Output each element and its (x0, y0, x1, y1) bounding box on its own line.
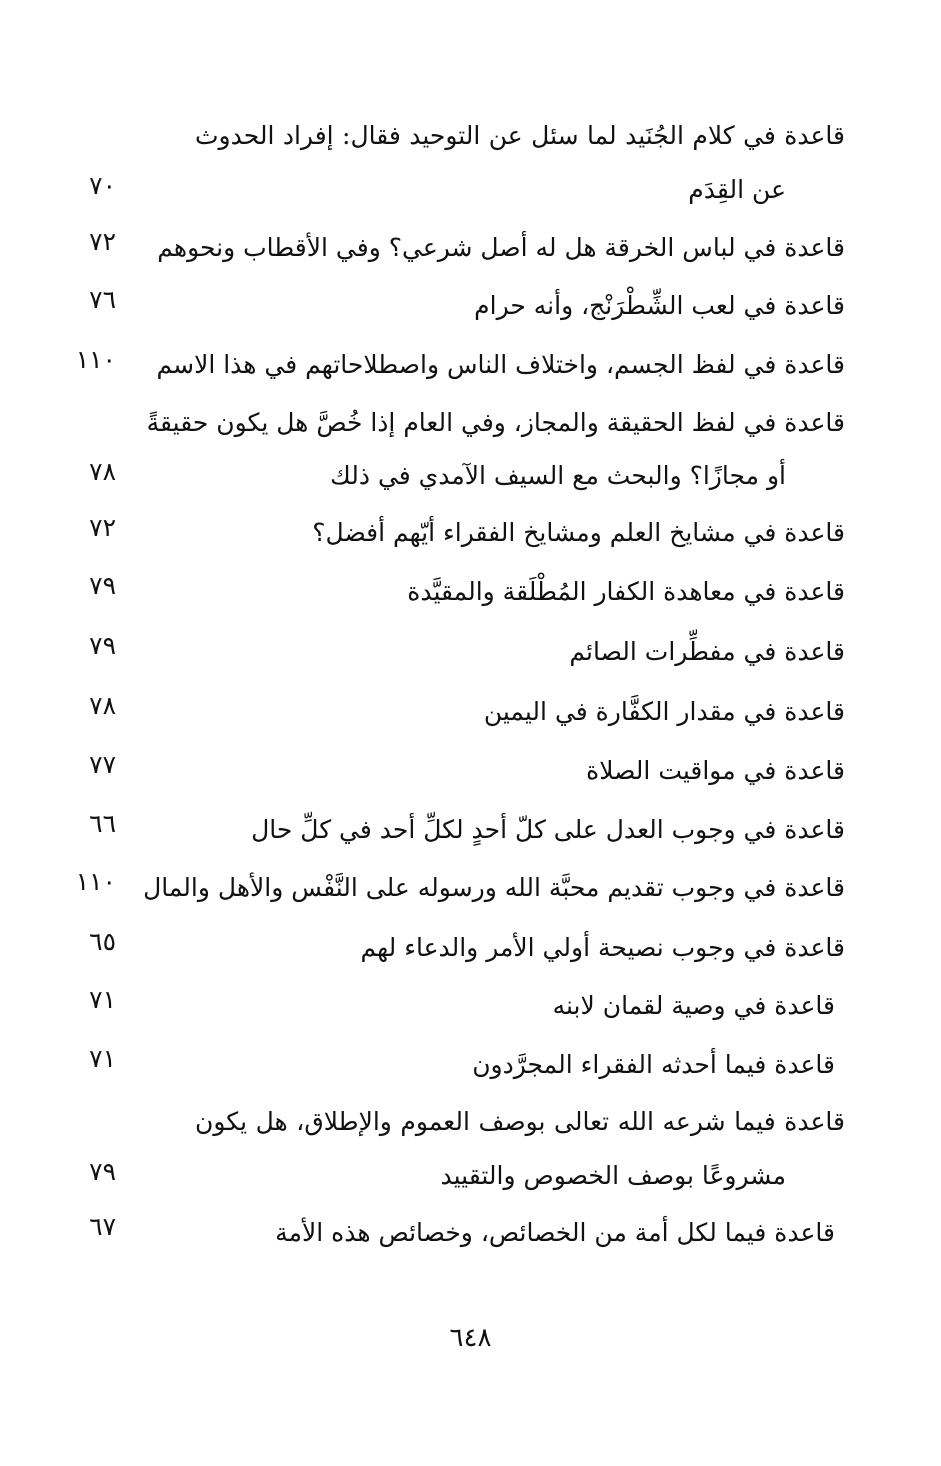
entry-page-number: ٧٦ (89, 285, 116, 314)
entry-page-number: ٧٩ (89, 1157, 116, 1186)
entry-page-number: ٧٠ (89, 171, 116, 200)
entry-title-line-1: قاعدة في وجوب نصيحة أولي الأمر والدعاء لهم (360, 933, 845, 962)
entry-page-number: ٧٢ (89, 227, 116, 256)
entry-page-number: ٦٧ (89, 1212, 116, 1241)
entry-title-line-1: قاعدة في وصية لقمان لابنه (552, 991, 835, 1020)
footer-page-number: ٦٤٨ (449, 1323, 492, 1353)
entry-title-line-1: قاعدة في مشايخ العلم ومشايخ الفقراء أيّهم أفضل؟ (312, 518, 845, 547)
entry-title-line-1: قاعدة في مقدار الكفَّارة في اليمين (483, 697, 845, 726)
entry-page-number: ٧٩ (89, 631, 116, 660)
entry-title-line-1: قاعدة في مواقيت الصلاة (586, 756, 845, 785)
entry-page-number: ٧١ (89, 1044, 116, 1073)
entry-page-number: ٦٥ (89, 927, 116, 956)
entry-title-line-2: مشروعًا بوصف الخصوص والتقييد (440, 1161, 786, 1190)
entry-title-line-1: قاعدة في كلام الجُنَيد لما سئل عن التوحيد فقال: إفراد الحدوث (195, 121, 845, 150)
entry-page-number: ٧٢ (89, 513, 116, 542)
entry-title-line-1: قاعدة فيما لكل أمة من الخصائص، وخصائص هذه الأمة (275, 1218, 835, 1247)
entry-title-line-1: قاعدة في معاهدة الكفار المُطْلَقة والمقيَّدة (407, 577, 845, 606)
entry-title-line-1: قاعدة في لفظ الجسم، واختلاف الناس واصطلاحاتهم في هذا الاسم (156, 350, 845, 379)
entry-title-line-1: قاعدة في لفظ الحقيقة والمجاز، وفي العام إذا خُصَّ هل يكون حقيقةً (146, 408, 845, 437)
entry-title-line-1: قاعدة في لباس الخرقة هل له أصل شرعي؟ وفي الأقطاب ونحوهم (157, 233, 845, 262)
entry-page-number: ١١٠ (75, 345, 116, 374)
entry-page-number: ٧١ (89, 985, 116, 1014)
entry-page-number: ٧٩ (89, 571, 116, 600)
entry-title-line-1: قاعدة في مفطِّرات الصائم (569, 637, 845, 666)
entry-title-line-2: عن القِدَم (688, 175, 786, 204)
entry-title-line-2: أو مجازًا؟ والبحث مع السيف الآمدي في ذلك (330, 461, 786, 490)
entry-page-number: ٧٨ (89, 457, 116, 486)
entry-page-number: ٦٦ (89, 809, 116, 838)
entry-title-line-1: قاعدة في لعب الشِّطْرَنْج، وأنه حرام (474, 291, 845, 320)
entry-page-number: ٧٧ (89, 750, 116, 779)
entry-page-number: ٧٨ (89, 691, 116, 720)
entry-page-number: ١١٠ (75, 867, 116, 896)
entry-title-line-1: قاعدة فيما أحدثه الفقراء المجرَّدون (472, 1050, 835, 1079)
entry-title-line-1: قاعدة فيما شرعه الله تعالى بوصف العموم والإطلاق، هل يكون (195, 1107, 845, 1136)
entry-title-line-1: قاعدة في وجوب العدل على كلّ أحدٍ لكلِّ أحد في كلِّ حال (251, 815, 845, 844)
entry-title-line-1: قاعدة في وجوب تقديم محبَّة الله ورسوله على النَّفْس والأهل والمال (143, 873, 845, 902)
